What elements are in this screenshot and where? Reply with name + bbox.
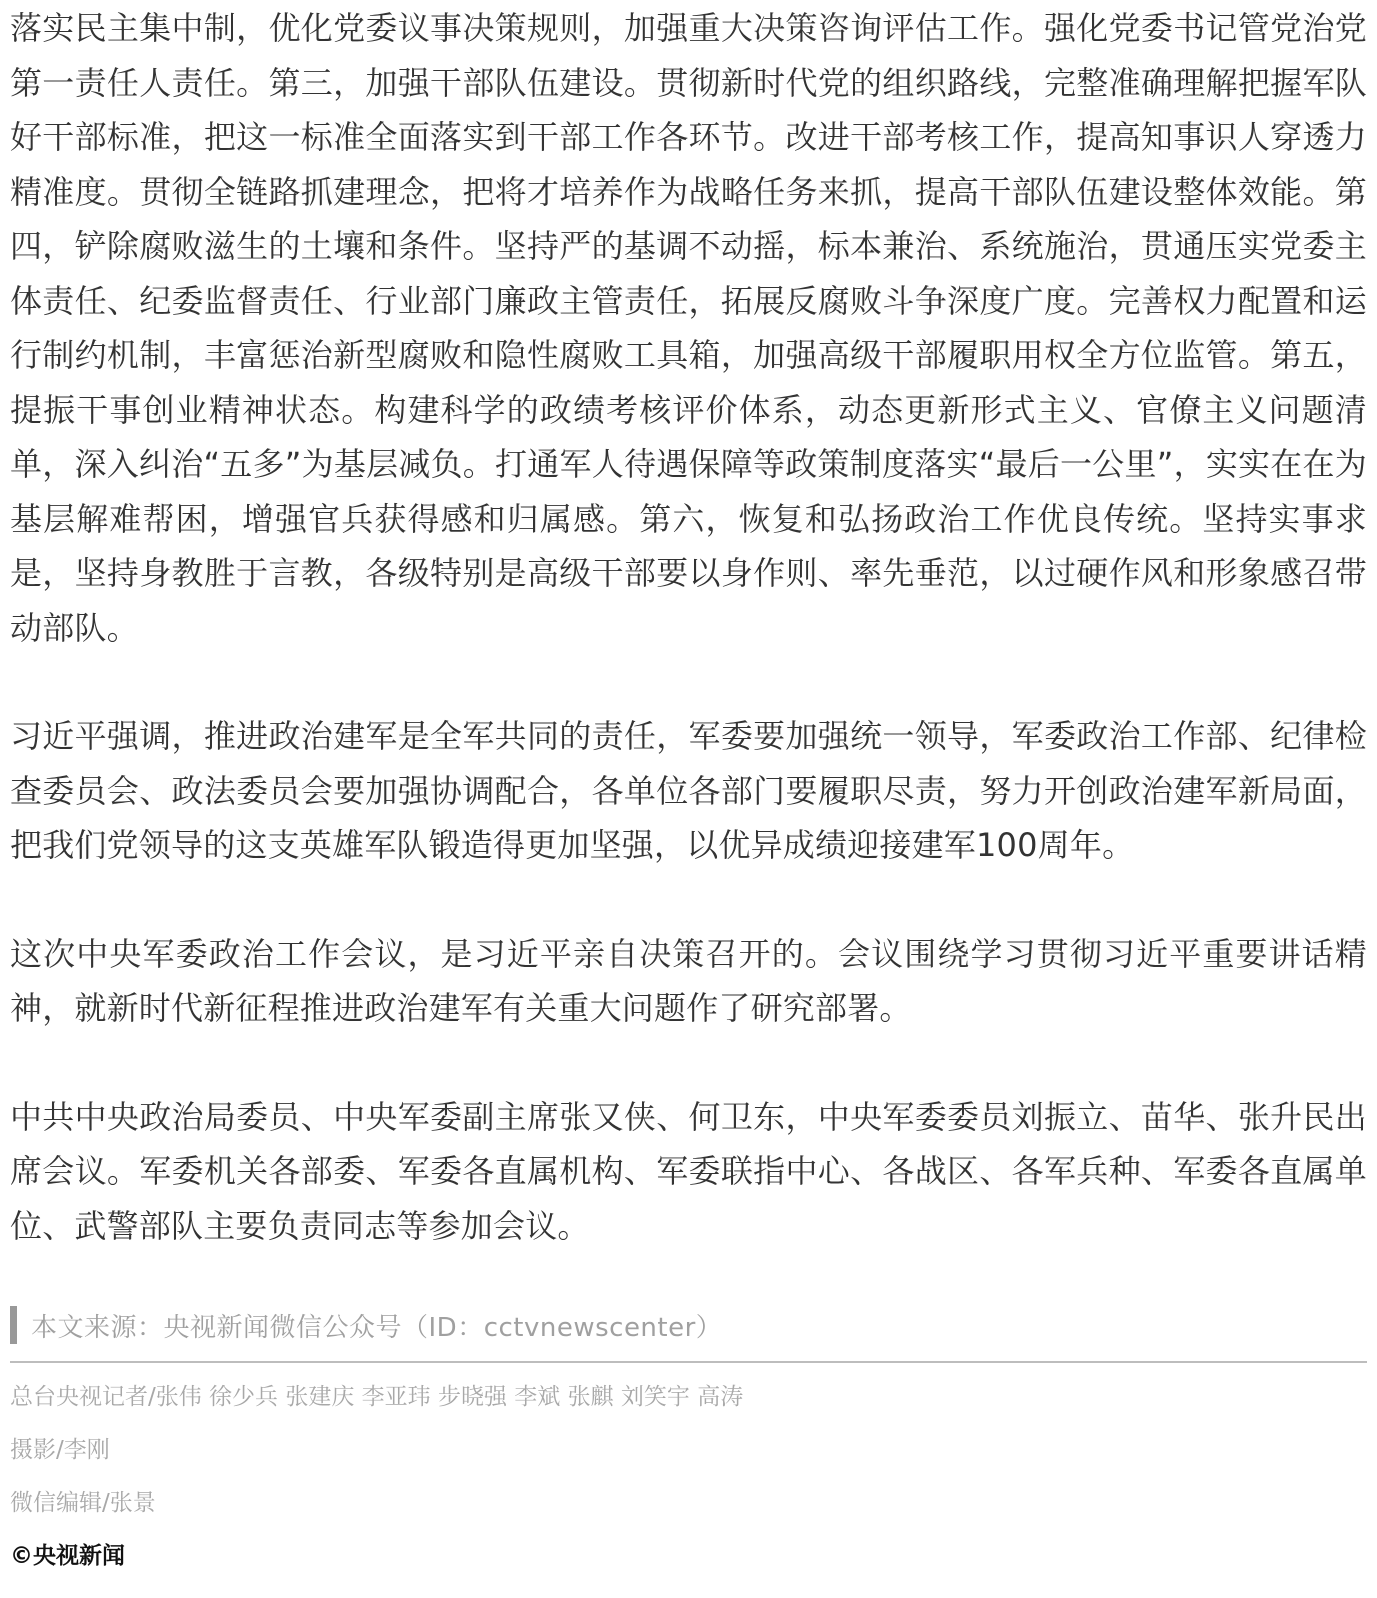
- article-paragraph: 落实民主集中制，优化党委议事决策规则，加强重大决策咨询评估工作。强化党委书记管党治党第一责任人责任。第三，加强干部队伍建设。贯彻新时代党的组织路线，完整准确理解把握军队好干部标准，把这一标准全面落实到干部工作各环节。改进干部考核工作，提高知事识人穿透力精准度。贯彻全链路抓建理念，把将才培养作为战略任务来抓，提高干部队伍建设整体效能。第四，铲除腐败滋生的土壤和条件。坚持严的基调不动摇，标本兼治、系统施治，贯通压实党委主体责任、纪委监督责任、行业部门廉政主管责任，拓展反腐败斗争深度广度。完善权力配置和运行制约机制，丰富惩治新型腐败和隐性腐败工具箱，加强高级干部履职用权全方位监管。第五，提振干事创业精神状态。构建科学的政绩考核评价体系，动态更新形式主义、官僚主义问题清单，深入纠治“五多”为基层减负。打通军人待遇保障等政策制度落实“最后一公里”，实实在在为基层解难帮困，增强官兵获得感和归属感。第六，恢复和弘扬政治工作优良传统。坚持实事求是，坚持身教胜于言教，各级特别是高级干部要以身作则、率先垂范，以过硬作风和形象感召带动部队。: [10, 9, 1367, 647]
- article-paragraph: 这次中央军委政治工作会议，是习近平亲自决策召开的。会议围绕学习贯彻习近平重要讲话精神，就新时代新征程推进政治建军有关重大问题作了研究部署。: [10, 934, 1367, 1027]
- source-block: [10, 1305, 1367, 1345]
- article-body: [10, 1, 1367, 1583]
- divider: [10, 1361, 1367, 1363]
- source-text: 本文来源：央视新闻微信公众号（ID：cctvnewscenter）: [31, 1312, 723, 1343]
- source-accent-bar: [10, 1306, 17, 1344]
- copyright-notice: ©央视新闻: [10, 1543, 125, 1569]
- editor-credit: 微信编辑/张景: [10, 1490, 156, 1516]
- paragraph-spacer: [10, 873, 1367, 927]
- reporter-credits: 总台央视记者/张伟 徐少兵 张建庆 李亚玮 步晓强 李斌 张麒 刘笑宇 高涛: [10, 1384, 744, 1410]
- article-paragraph: 习近平强调，推进政治建军是全军共同的责任，军委要加强统一领导，军委政治工作部、纪律检查委员会、政法委员会要加强协调配合，各单位各部门要履职尽责，努力开创政治建军新局面，把我们党领导的这支英雄军队锻造得更加坚强，以优异成绩迎接建军100周年。: [10, 717, 1367, 864]
- paragraph-spacer: [10, 1036, 1367, 1090]
- photo-credit: 摄影/李刚: [10, 1437, 110, 1463]
- paragraph-spacer: [10, 655, 1367, 709]
- article-paragraph: 中共中央政治局委员、中央军委副主席张又侠、何卫东，中央军委委员刘振立、苗华、张升民出席会议。军委机关各部委、军委各直属机构、军委联指中心、各战区、各军兵种、军委各直属单位、武警部队主要负责同志等参加会议。: [10, 1097, 1367, 1245]
